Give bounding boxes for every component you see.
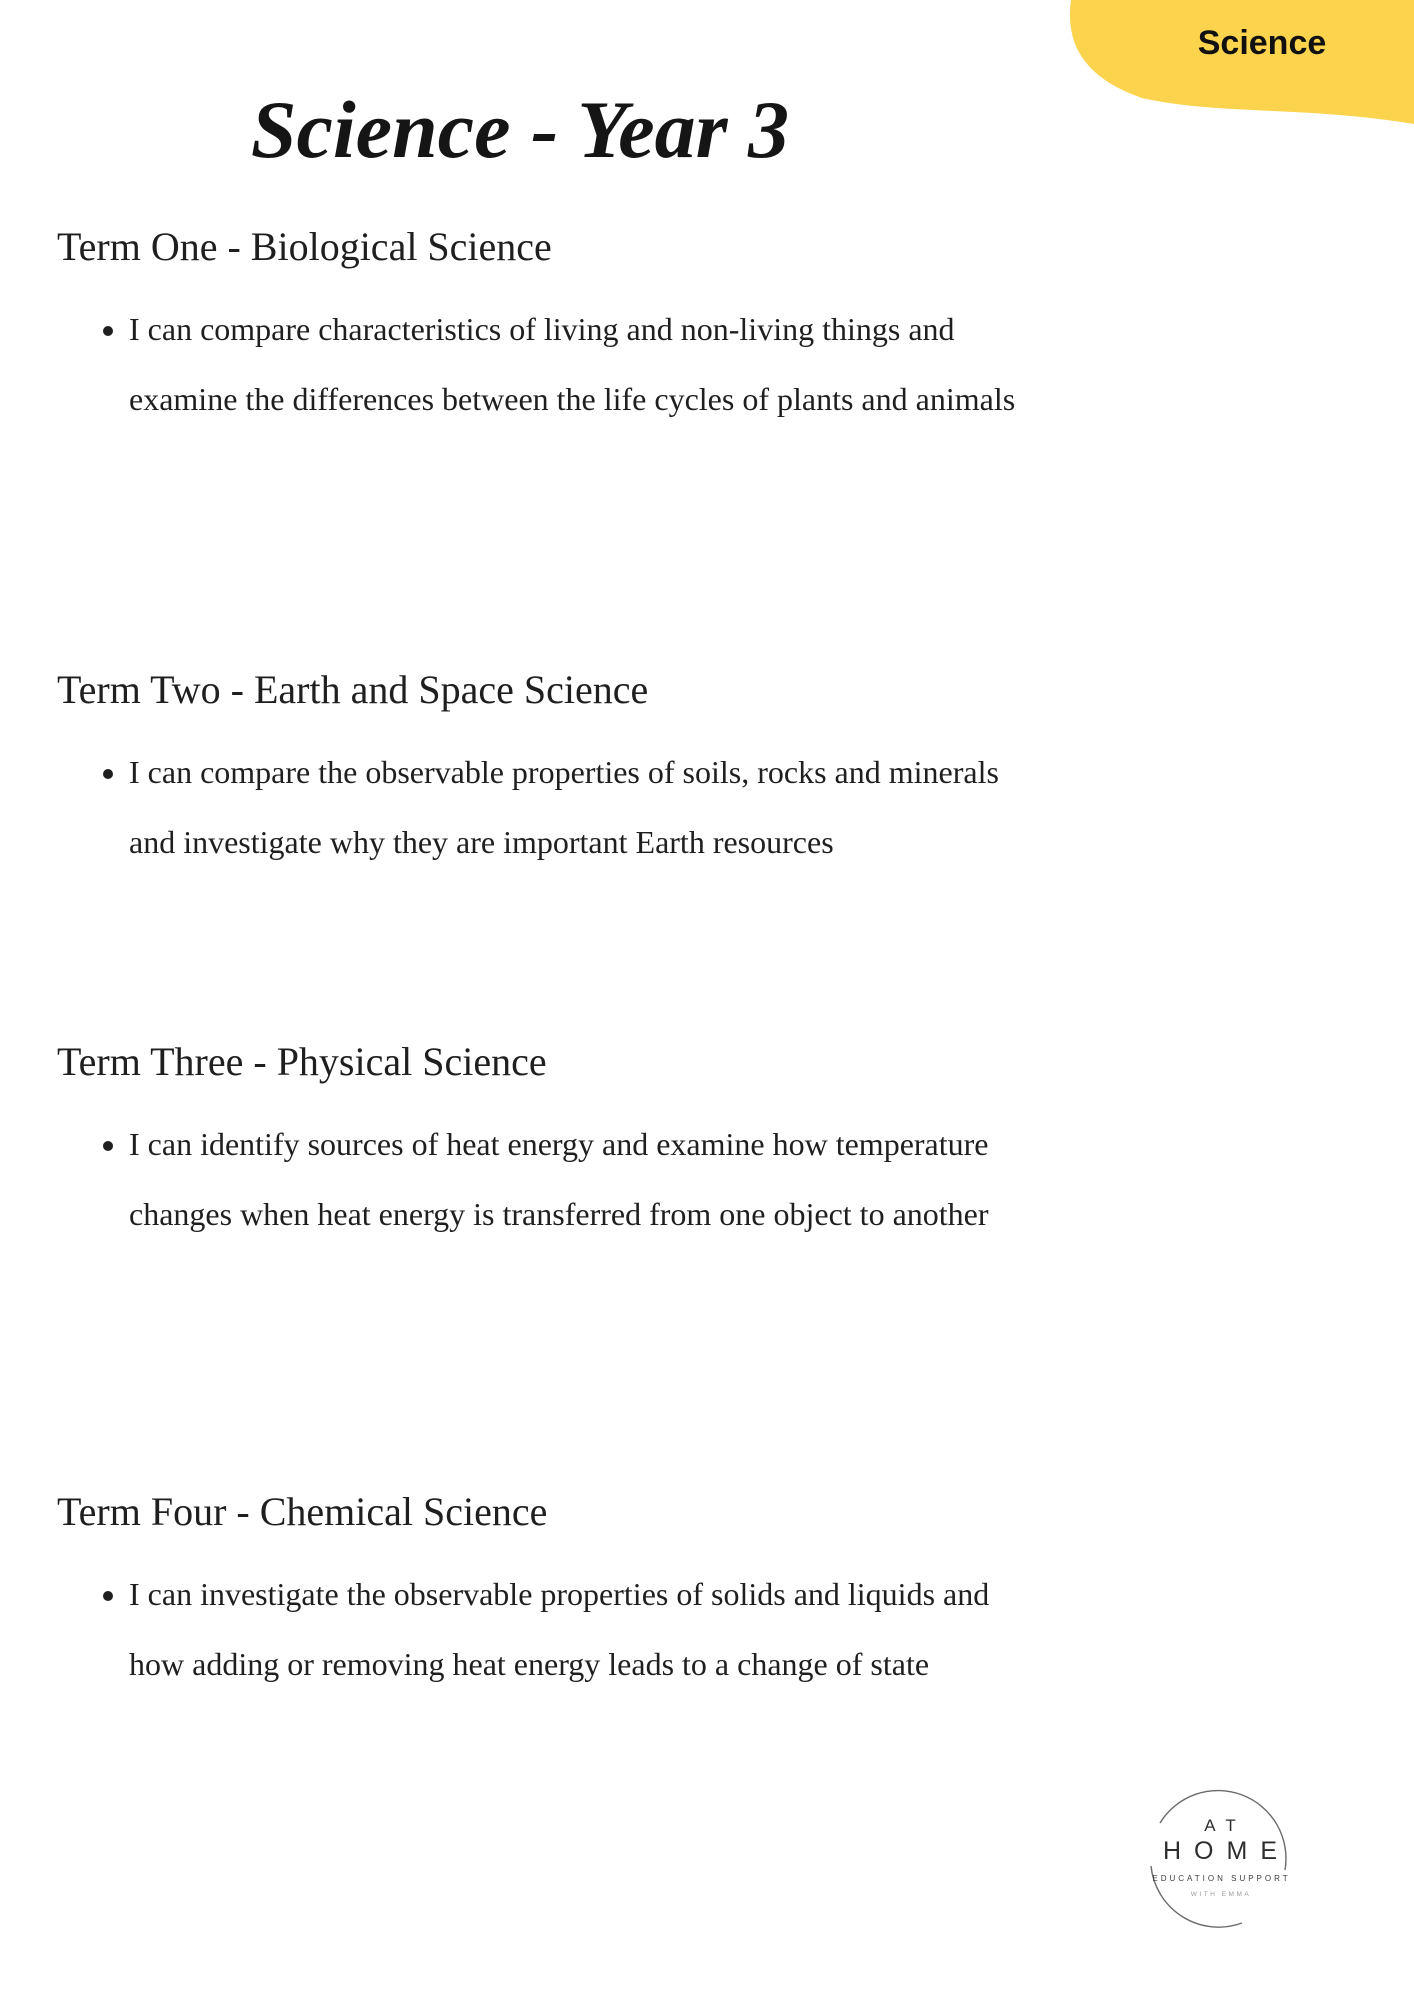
logo-text-at: AT — [1204, 1816, 1247, 1835]
section-term-one — [57, 222, 1057, 434]
section-heading: Term Two - Earth and Space Science — [57, 667, 649, 712]
logo-text-education-support: EDUCATION SUPPORT — [1152, 1874, 1291, 1883]
badge-shape-icon — [1057, 0, 1414, 130]
section-bullet-list — [57, 1559, 1057, 1699]
section-term-four — [57, 1487, 1057, 1699]
section-heading: Term Three - Physical Science — [57, 1039, 547, 1084]
section-bullet-list — [57, 737, 1057, 877]
section-term-three — [57, 1037, 1057, 1249]
page-title: Science - Year 3 — [250, 83, 790, 175]
section-bullet-list — [57, 294, 1057, 434]
section-heading: Term Four - Chemical Science — [57, 1489, 548, 1534]
logo-text-with-emma: WITH EMMA — [1190, 1891, 1252, 1898]
bullet-item: • I can identify sources of heat energy and examine how temperature changes when heat energy is transferred from one object to another — [129, 1109, 1029, 1249]
section-bullet-list — [57, 1109, 1057, 1249]
bullet-item: • I can investigate the observable properties of solids and liquids and how adding or removing heat energy leads to a change of state — [129, 1559, 1029, 1699]
section-term-two — [57, 665, 1057, 877]
logo-text-home: HOME — [1163, 1837, 1290, 1865]
at-home-logo — [1145, 1778, 1295, 1938]
subject-badge — [1057, 0, 1414, 130]
bullet-item: • I can compare the observable properties of soils, rocks and minerals and investigate why they are important Earth resources — [129, 737, 1029, 877]
section-heading: Term One - Biological Science — [57, 224, 552, 269]
bullet-item: • I can compare characteristics of living and non-living things and examine the differences between the life cycles of plants and animals — [129, 294, 1029, 434]
badge-label: Science — [1197, 24, 1327, 62]
